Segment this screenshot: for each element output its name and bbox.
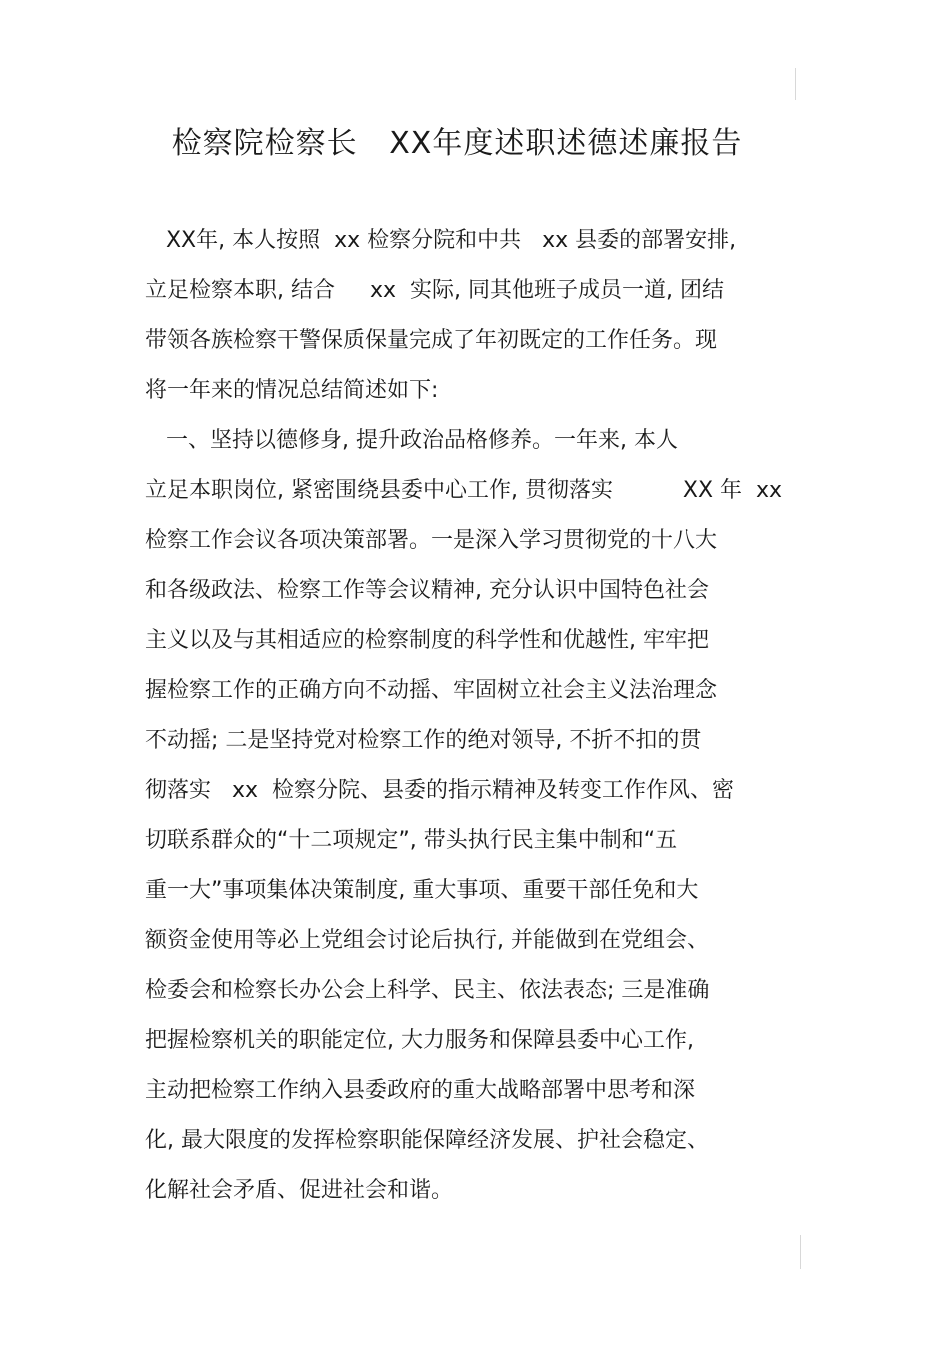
body-line: 化解社会矛盾、促进社会和谐。 <box>145 1178 454 1203</box>
body-line: 把握检察机关的职能定位, 大力服务和保障县委中心工作, <box>145 1028 694 1053</box>
body-line: 化, 最大限度的发挥检察职能保障经济发展、护社会稳定、 <box>145 1128 709 1153</box>
body-line: 带领各族检察干警保质保量完成了年初既定的工作任务。现 <box>145 328 718 353</box>
body-line: 一、坚持以德修身, 提升政治品格修养。一年来, 本人 <box>145 428 678 453</box>
body-line: 立足本职岗位, 紧密围绕县委中心工作, 贯彻落实 XX 年 xx <box>145 478 783 503</box>
body-line: 彻落实 xx 检察分院、县委的指示精神及转变工作作风、密 <box>145 778 735 803</box>
document-title: 检察院检察长 XX年度述职述德述廉报告 <box>171 126 743 161</box>
body-line: 握检察工作的正确方向不动摇、牢固树立社会主义法治理念 <box>145 678 718 703</box>
body-line: XX年, 本人按照 xx 检察分院和中共 xx 县委的部署安排, <box>145 228 737 253</box>
body-line: 检委会和检察长办公会上科学、民主、依法表态; 三是准确 <box>145 978 710 1003</box>
body-line: 主义以及与其相适应的检察制度的科学性和优越性, 牢牢把 <box>145 628 709 653</box>
body-line: 立足检察本职, 结合 xx 实际, 同其他班子成员一道, 团结 <box>145 278 724 303</box>
body-line: 检察工作会议各项决策部署。一是深入学习贯彻党的十八大 <box>145 528 718 553</box>
body-line: 额资金使用等必上党组会讨论后执行, 并能做到在党组会、 <box>145 928 709 953</box>
page-margin-mark-top <box>795 68 796 100</box>
body-line: 主动把检察工作纳入县委政府的重大战略部署中思考和深 <box>145 1078 696 1103</box>
body-line: 和各级政法、检察工作等会议精神, 充分认识中国特色社会 <box>145 578 709 603</box>
body-line: 不动摇; 二是坚持党对检察工作的绝对领导, 不折不扣的贯 <box>145 728 702 753</box>
body-line: 重一大”事项集体决策制度, 重大事项、重要干部任免和大 <box>145 878 699 903</box>
page-margin-mark-bottom <box>800 1235 801 1269</box>
body-line: 将一年来的情况总结简述如下: <box>145 378 439 403</box>
body-line: 切联系群众的“十二项规定”, 带头执行民主集中制和“五 <box>145 828 678 853</box>
